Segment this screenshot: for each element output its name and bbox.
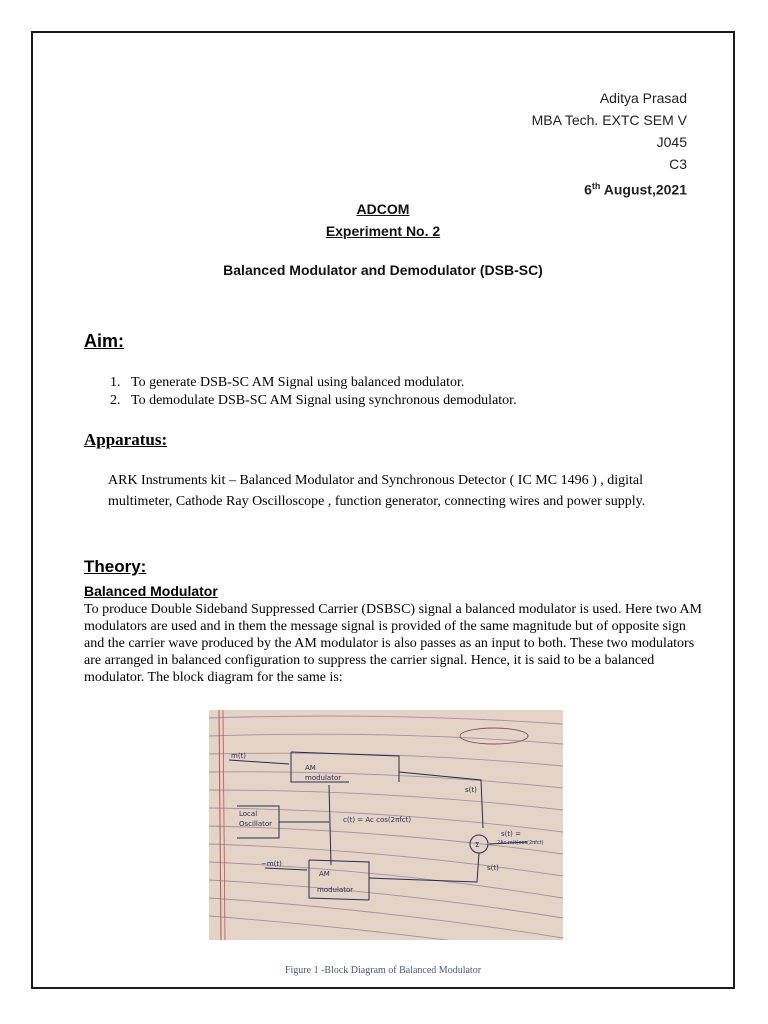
document-page	[31, 31, 735, 989]
date-day: 6	[584, 181, 592, 198]
author-block	[532, 87, 687, 201]
theory-text: To produce Double Sideband Suppressed Carrier (DSBSC) signal a balanced modulator is used. Here two AM modulators are used and in them the message signal is provided of the same magnitude but of opposite sign and the carrier wave produced by the AM modulator is also passes as an input to both. These two modulators are arranged in balanced configuration to suppress the carrier signal. Hence, it is said to be a balanced modulator. The block diagram for the same is:	[84, 602, 703, 685]
list-number: 2.	[110, 393, 121, 408]
author-name: Aditya Prasad	[599, 90, 687, 106]
experiment-title: Balanced Modulator and Demodulator (DSB-SC)	[223, 262, 543, 278]
label-local-line2: Oscillator	[239, 820, 273, 828]
date-suffix: th	[591, 181, 601, 191]
aim-list	[110, 374, 517, 410]
figure-caption: Figure 1 -Block Diagram of Balanced Modulator	[284, 965, 482, 976]
aim-heading: Aim:	[84, 331, 124, 351]
apparatus-heading: Apparatus:	[84, 430, 168, 449]
author-division: C3	[669, 156, 687, 172]
balanced-modulator-heading: Balanced Modulator	[84, 583, 218, 599]
block-diagram-photo	[209, 710, 563, 940]
list-item	[110, 392, 517, 410]
course-title: ADCOM	[356, 201, 410, 217]
label-output-line1: s(t) =	[501, 830, 521, 838]
list-text: To demodulate DSB-SC AM Signal using synchronous demodulator.	[131, 393, 517, 408]
label-neg-m-t: −m(t)	[261, 860, 282, 868]
label-s-top: s(t)	[465, 786, 477, 794]
label-m-t: m(t)	[231, 752, 247, 760]
apparatus-text: ARK Instruments kit – Balanced Modulator and Synchronous Detector ( IC MC 1496 ) , digital multimeter, Cathode Ray Oscilloscope , function generator, connecting wires and power supply.	[108, 473, 646, 509]
experiment-number: Experiment No. 2	[325, 223, 441, 239]
theory-heading: Theory:	[84, 557, 147, 576]
label-am1-line1: AM	[305, 764, 316, 772]
label-am2-line1: AM	[319, 870, 330, 878]
label-output-line2: 2Ac·m(t)cos(2πfct)	[497, 840, 544, 846]
list-number: 1.	[110, 375, 121, 390]
label-s-bottom: s(t)	[487, 864, 499, 872]
list-text: To generate DSB-SC AM Signal using balanced modulator.	[131, 375, 465, 390]
label-am1-line2: modulator	[305, 774, 342, 782]
date-rest: August,2021	[600, 181, 687, 198]
label-local-line1: Local	[239, 810, 258, 818]
doodle-icon	[460, 728, 528, 744]
label-sum: Σ	[475, 841, 480, 849]
block-diagram-sketch	[209, 710, 563, 940]
author-date	[532, 175, 687, 201]
label-carrier: c(t) = Ac cos(2πfct)	[343, 816, 412, 824]
label-am2-line2: modulator	[317, 886, 354, 894]
author-program: MBA Tech. EXTC SEM V	[531, 112, 687, 128]
author-roll: J045	[656, 134, 687, 150]
list-item	[110, 374, 517, 392]
